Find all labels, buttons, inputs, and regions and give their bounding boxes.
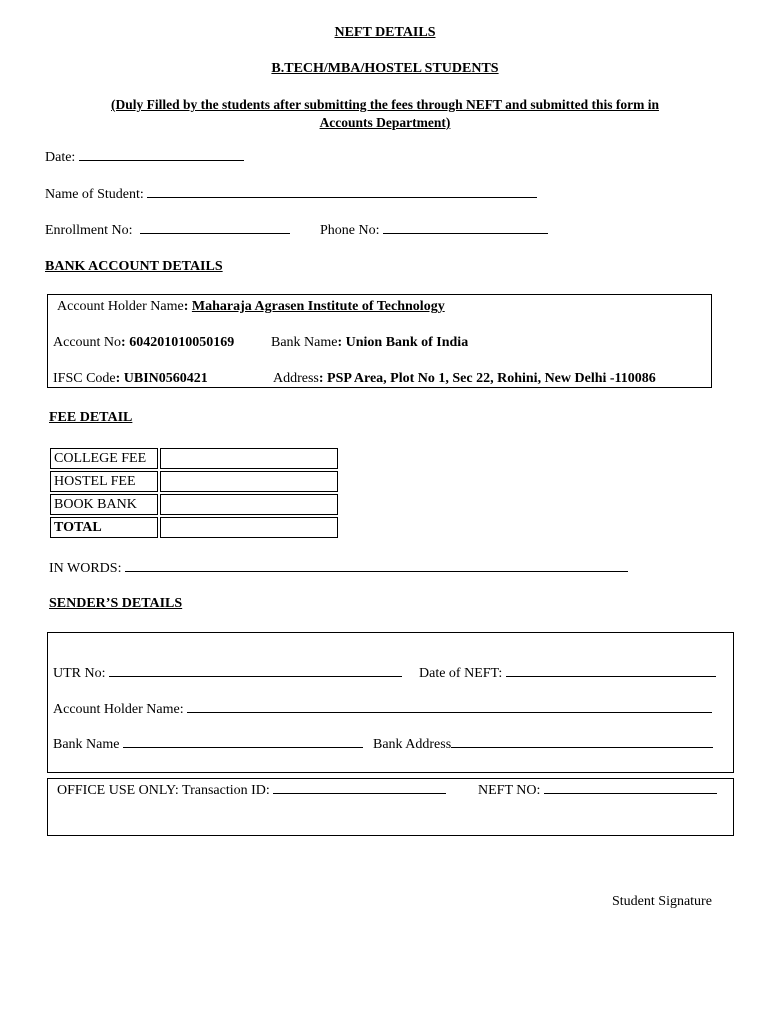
in-words-line [125,570,628,572]
fee-input-total[interactable] [160,517,338,538]
bank-name-row [271,335,468,351]
form-title: NEFT DETAILS [334,25,436,40]
phone-field[interactable] [320,223,548,239]
sender-details-box [47,632,734,773]
account-holder-name: Maharaja Agrasen Institute of Technology [191,299,445,314]
date-of-neft-field[interactable] [419,666,716,682]
bank-name-label: Bank Name [271,335,338,350]
in-words-field[interactable] [49,561,628,577]
transaction-id-line [273,792,446,794]
date-of-neft-label: Date of NEFT: [419,666,503,681]
account-number-label: Account No [53,335,122,350]
account-holder-label: Account Holder Name [57,299,184,314]
sender-holder-line [187,711,712,713]
form-subtitle: B.TECH/MBA/HOSTEL STUDENTS [271,61,499,76]
fee-input-college[interactable] [160,448,338,469]
student-name-line [147,196,537,198]
date-label: Date: [45,150,76,165]
fee-detail-heading: FEE DETAIL [49,410,133,425]
sender-bank-name-field[interactable] [53,737,363,753]
utr-line [109,675,402,677]
bank-name-value: : Union Bank of India [337,335,469,350]
account-number-value: : 604201010050169 [121,335,235,350]
date-field[interactable] [45,150,244,166]
form-note-line2: Accounts Department) [319,115,451,130]
neft-no-label: NEFT NO: [478,783,541,798]
account-holder-row [57,299,445,315]
sender-bank-address-label: Bank Address [373,737,452,752]
date-of-neft-line [506,675,716,677]
sender-details-heading: SENDER’S DETAILS [49,596,183,611]
transaction-id-field[interactable] [57,783,446,799]
neft-no-line [544,792,717,794]
table-row [50,494,338,515]
sender-bank-address-field[interactable] [373,737,713,753]
form-note-line1: (Duly Filled by the students after submitting the fees through NEFT and submitted this form in [111,97,659,112]
address-row [273,371,656,387]
fee-label-book-bank: BOOK BANK [50,494,158,515]
student-signature-label: Student Signature [612,894,712,909]
address-label: Address [273,371,319,386]
ifsc-row [53,371,208,387]
sender-bank-address-line [451,746,713,748]
utr-label: UTR No: [53,666,106,681]
utr-field[interactable] [53,666,402,682]
table-row [50,448,338,469]
fee-input-hostel[interactable] [160,471,338,492]
in-words-label: IN WORDS: [49,561,122,576]
phone-label: Phone No: [320,223,380,238]
sender-holder-field[interactable] [53,702,712,718]
enrollment-line [140,232,290,234]
enrollment-field[interactable] [45,223,290,239]
ifsc-label: IFSC Code [53,371,116,386]
account-holder-value: : Maharaja Agrasen Institute of Technology [183,299,445,314]
account-number-row [53,335,234,351]
neft-no-field[interactable] [478,783,717,799]
fee-table [48,446,340,540]
ifsc-value: : UBIN0560421 [115,371,208,386]
fee-input-book-bank[interactable] [160,494,338,515]
office-use-box [47,778,734,836]
address-value: : PSP Area, Plot No 1, Sec 22, Rohini, New Delhi -110086 [318,371,656,386]
sender-bank-name-line [123,746,363,748]
date-line [79,159,244,161]
fee-label-college: COLLEGE FEE [50,448,158,469]
student-name-field[interactable] [45,187,537,203]
sender-bank-name-label: Bank Name [53,737,120,752]
phone-line [383,232,548,234]
table-row [50,517,338,538]
bank-details-heading: BANK ACCOUNT DETAILS [45,259,223,274]
fee-label-hostel: HOSTEL FEE [50,471,158,492]
fee-label-total: TOTAL [50,517,158,538]
sender-holder-label: Account Holder Name: [53,702,184,717]
student-name-label: Name of Student: [45,187,144,202]
bank-details-box [47,294,712,388]
transaction-id-label: OFFICE USE ONLY: Transaction ID: [57,783,270,798]
enrollment-label: Enrollment No: [45,223,133,238]
table-row [50,471,338,492]
